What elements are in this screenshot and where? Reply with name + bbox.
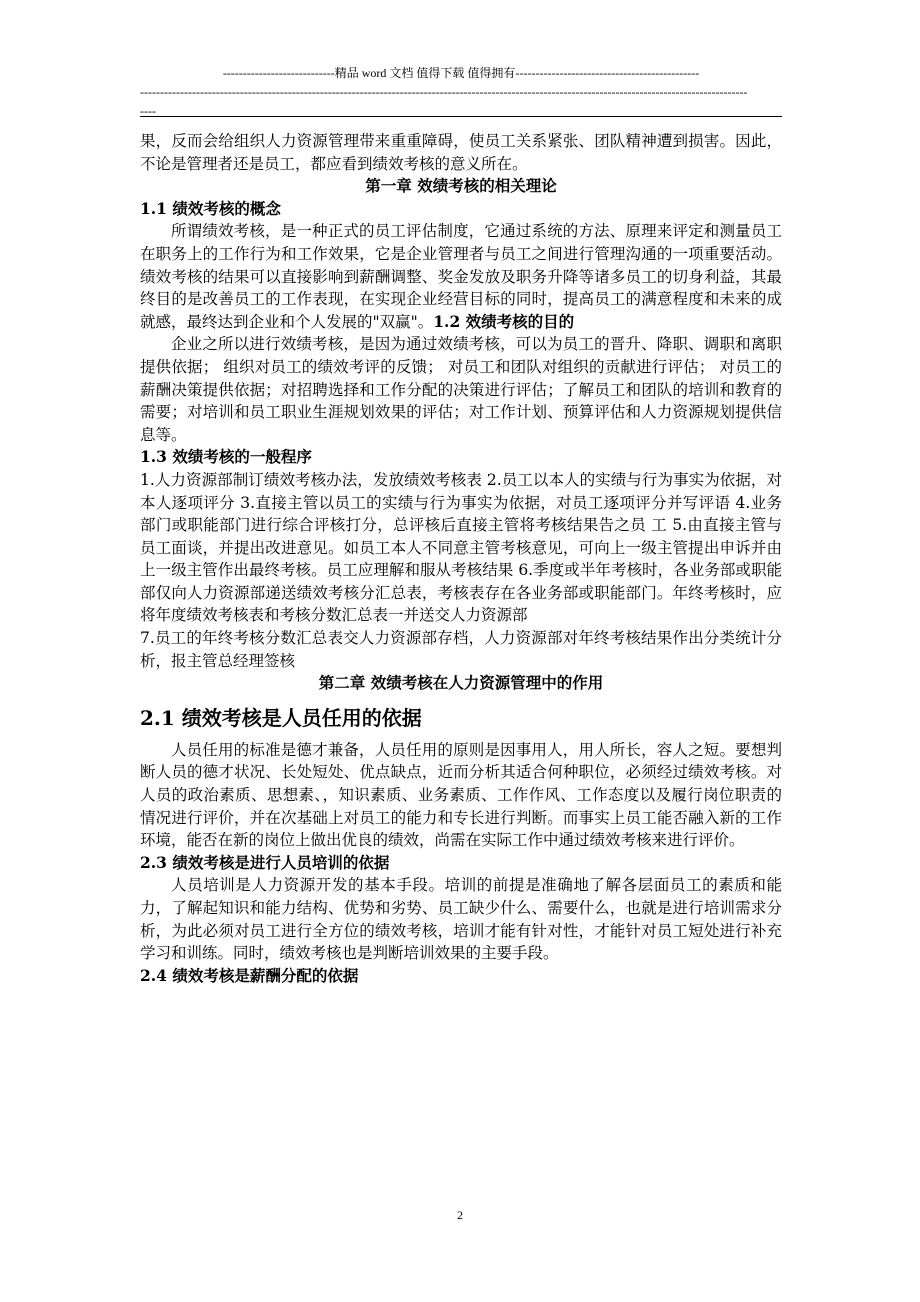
section-1-3-title: 1.3 效绩考核的一般程序 bbox=[140, 447, 312, 467]
paragraph-1-1 bbox=[140, 220, 782, 333]
chapter-2-title: 第二章 效绩考核在人力资源管理中的作用 bbox=[318, 673, 604, 693]
header-line-2: -------------------------------------------------------------------------------------------------------------------------------------------------------- bbox=[140, 85, 748, 99]
header-rule bbox=[140, 116, 782, 117]
page-number: 2 bbox=[457, 1208, 463, 1222]
section-2-1-title: 2.1 绩效考核是人员任用的依据 bbox=[140, 705, 422, 730]
section-1-2-title: 1.2 效绩考核的目的 bbox=[433, 311, 575, 331]
paragraph-continued: 果，反而会给组织人力资源管理带来重重障碍，使员工关系紧张、团队精神遭到损害。因此，不论是管理者还是员工，都应看到绩效考核的意义所在。 bbox=[140, 132, 782, 173]
paragraph-2-3: 人员培训是人力资源开发的基本手段。培训的前提是准确地了解各层面员工的素质和能力，了解起知识和能力结构、优势和劣势、员工缺少什么、需要什么，也就是进行培训需求分析，为此必须对员工进行全方位的绩效考核，培训才能有针对性，才能针对员工短处进行补充学习和训练。同时，绩效考核也是判断培训效果的主要手段。 bbox=[140, 876, 782, 963]
paragraph-1-1-text: 所谓绩效考核，是一种正式的员工评估制度，它通过系统的方法、原理来评定和测量员工在职务上的工作行为和工作效果，它是企业管理者与员工之间进行管理沟通的一项重要活动。绩效考核的结果可以直接影响到薪酬调整、奖金发放及职务升降等诸多员工的切身利益，其最终目的是改善员工的工作表现，在实现企业经营目标的同时，提高员工的满意程度和未来的成就感，最终达到企业和个人发展的"双赢"。 bbox=[140, 222, 782, 331]
paragraph-1-3-step-7: 7.员工的年终考核分数汇总表交人力资源部存档，人力资源部对年终考核结果作出分类统计分析，报主管总经理签核 bbox=[140, 629, 782, 670]
section-2-4-title: 2.4 绩效考核是薪酬分配的依据 bbox=[140, 965, 359, 985]
header-line-1: ----------------------------精品 word 文档 值得下载 值得拥有---------------------------------------------- bbox=[222, 66, 700, 80]
section-1-1-title: 1.1 绩效考核的概念 bbox=[140, 198, 281, 218]
paragraph-1-3: 1.人力资源部制订绩效考核办法，发放绩效考核表 2.员工以本人的实绩与行为事实为依据，对本人逐项评分 3.直接主管以员工的实绩与行为事实为依据，对员工逐项评分并写评语 4.业务部门或职能部门进行综合评核打分，总评核后直接主管将考核结果告之员 工 5.由直接主管与员工面谈，并提出改进意见。如员工本人不同意主管考核意见，可向上一级主管提出申诉并由上一级主管作出最终考核。员工应理解和服从考核结果 6.季度或半年考核时，各业务部或职能部仅向人力资源部递送绩效考核分汇总表，考核表存在各业务部或职能部门。年终考核时，应将年度绩效考核表和考核分数汇总表一并送交人力资源部 bbox=[140, 470, 782, 625]
paragraph-2-1: 人员任用的标准是德才兼备，人员任用的原则是因事用人，用人所长，容人之短。要想判断人员的德才状况、长处短处、优点缺点，近而分析其适合何种职位，必须经过绩效考核。对人员的政治素质、思想素、，知识素质、业务素质、工作作风、工作态度以及履行岗位职责的情况进行评价，并在次基础上对员工的能力和专长进行判断。而事实上员工能否融入新的工作环境，能否在新的岗位上做出优良的绩效，尚需在实际工作中通过绩效考核来进行评价。 bbox=[140, 740, 782, 850]
header-line-3: ---- bbox=[140, 104, 156, 118]
paragraph-1-2: 企业之所以进行效绩考核，是因为通过效绩考核，可以为员工的晋升、降职、调职和离职提供依据； 组织对员工的绩效考评的反馈； 对员工和团队对组织的贡献进行评估； 对员工的薪酬决策提供依据；对招聘选择和工作分配的决策进行评估；了解员工和团队的培训和教育的需要；对培训和员工职业生涯规划效果的评估；对工作计划、预算评估和人力资源规划提供信息等。 bbox=[140, 335, 782, 444]
section-2-3-title: 2.3 绩效考核是进行人员培训的依据 bbox=[140, 852, 390, 872]
document-body bbox=[140, 130, 782, 987]
page-header bbox=[140, 64, 782, 121]
chapter-1-title: 第一章 效绩考核的相关理论 bbox=[365, 176, 557, 196]
